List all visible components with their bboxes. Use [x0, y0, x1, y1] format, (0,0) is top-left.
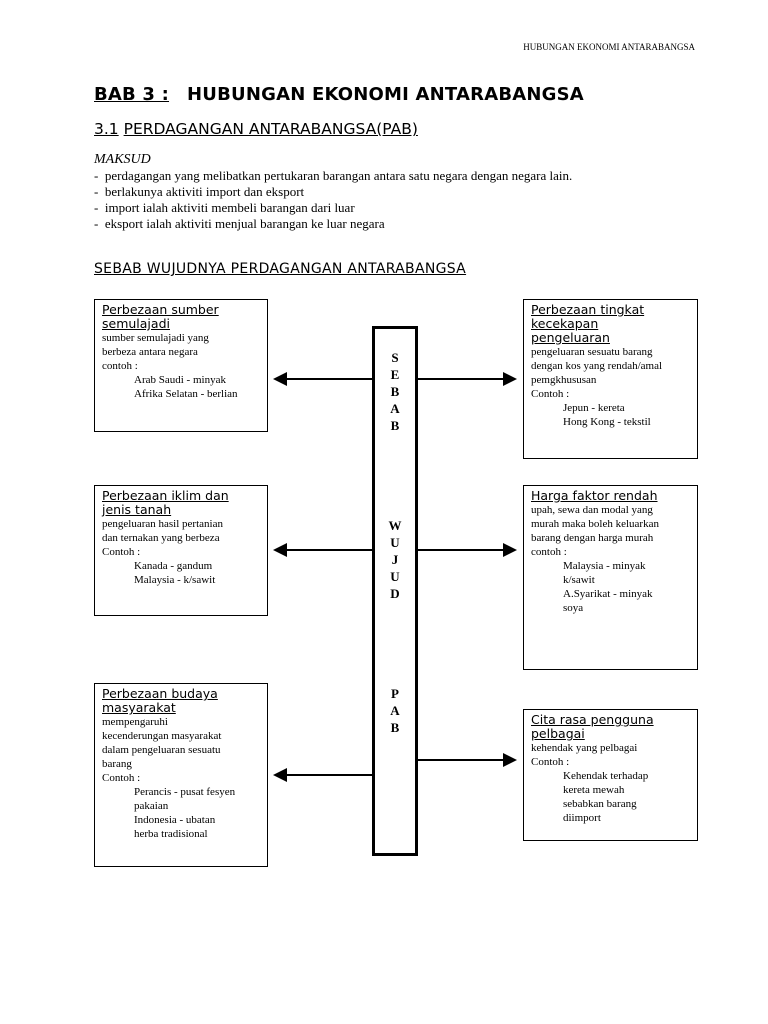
chapter-title	[94, 84, 584, 105]
box-desc: dalam pengeluaran sesuatu	[102, 744, 221, 756]
section-number: 3.1	[94, 120, 119, 138]
box-example: Kanada - gandum	[134, 560, 213, 572]
box-example: Arab Saudi - minyak	[134, 374, 226, 386]
box-desc: murah maka boleh keluarkan	[531, 518, 659, 530]
letter: B	[390, 418, 400, 433]
list-item: - berlakunya aktiviti import dan eksport	[94, 184, 572, 200]
box-desc: pengeluaran sesuatu barang	[531, 346, 653, 358]
box-contoh: Contoh :	[531, 388, 570, 400]
box-title: Perbezaan iklim dan	[102, 488, 229, 503]
running-header: HUBUNGAN EKONOMI ANTARABANGSA	[523, 42, 695, 52]
box-desc: dengan kos yang rendah/amal	[531, 360, 663, 372]
letter: S	[391, 350, 399, 365]
box-example: diimport	[563, 812, 601, 824]
box-title: pengeluaran	[531, 330, 610, 345]
chapter-number: BAB 3 :	[94, 84, 170, 105]
box-tingkat-kecekapan	[523, 299, 698, 459]
box-title: masyarakat	[102, 700, 176, 715]
list-item: - eksport ialah aktiviti menjual barangan ke luar negara	[94, 216, 572, 232]
list-item: - perdagangan yang melibatkan pertukaran barangan antara satu negara dengan negara lain.	[94, 168, 572, 184]
box-example: Kehendak terhadap	[563, 770, 649, 782]
list-item: - import ialah aktiviti membeli barangan dari luar	[94, 200, 572, 216]
box-desc: pengeluaran hasil pertanian	[102, 518, 223, 530]
box-example: Jepun - kereta	[563, 402, 625, 414]
box-perbezaan-budaya	[94, 683, 268, 867]
box-desc: mempengaruhi	[102, 716, 168, 728]
vertical-word-wujud	[375, 517, 415, 602]
letter: E	[390, 367, 400, 382]
letter: W	[388, 518, 402, 533]
letter: U	[390, 569, 400, 584]
letter: J	[391, 552, 399, 567]
section-title	[94, 120, 418, 138]
box-example: k/sawit	[563, 574, 595, 586]
box-desc: upah, sewa dan modal yang	[531, 504, 653, 516]
chapter-title-text: HUBUNGAN EKONOMI ANTARABANGSA	[187, 84, 584, 105]
box-title: Perbezaan sumber	[102, 302, 219, 317]
box-title: jenis tanah	[102, 502, 172, 517]
box-desc: pemgkhususan	[531, 374, 597, 386]
box-example: Indonesia - ubatan	[134, 814, 216, 826]
box-desc: kehendak yang pelbagai	[531, 742, 638, 754]
box-example: Hong Kong - tekstil	[563, 416, 651, 428]
box-example: Perancis - pusat fesyen	[134, 786, 236, 798]
box-example: soya	[563, 602, 584, 614]
box-desc: kecenderungan masyarakat	[102, 730, 222, 742]
box-contoh: contoh :	[531, 546, 567, 558]
sebab-heading: SEBAB WUJUDNYA PERDAGANGAN ANTARABANGSA	[94, 261, 467, 277]
box-desc: berbeza antara negara	[102, 346, 198, 358]
box-title: kecekapan	[531, 316, 599, 331]
box-desc: sumber semulajadi yang	[102, 332, 209, 344]
center-bar	[372, 326, 418, 856]
box-title: semulajadi	[102, 316, 170, 331]
letter: A	[390, 401, 400, 416]
box-title: Perbezaan tingkat	[531, 302, 645, 317]
vertical-word-pab	[375, 685, 415, 736]
box-harga-faktor	[523, 485, 698, 670]
box-example: herba tradisional	[134, 828, 208, 840]
box-example: kereta mewah	[563, 784, 625, 796]
vertical-word-sebab	[375, 349, 415, 434]
letter: B	[390, 720, 400, 735]
box-contoh: contoh :	[102, 360, 138, 372]
box-example: sebabkan barang	[563, 798, 637, 810]
box-example: pakaian	[134, 800, 169, 812]
box-example: Malaysia - k/sawit	[134, 574, 216, 586]
box-perbezaan-iklim	[94, 485, 268, 616]
box-example: Malaysia - minyak	[563, 560, 646, 572]
box-cita-rasa	[523, 709, 698, 841]
section-title-text: PERDAGANGAN ANTARABANGSA(PAB)	[123, 120, 418, 138]
letter: P	[391, 686, 399, 701]
box-title: Harga faktor rendah	[531, 488, 658, 503]
box-contoh: Contoh :	[531, 756, 570, 768]
box-example: A.Syarikat - minyak	[563, 588, 653, 600]
maksud-block	[94, 152, 572, 232]
box-example: Afrika Selatan - berlian	[134, 388, 238, 400]
letter: U	[390, 535, 400, 550]
letter: D	[390, 586, 400, 601]
box-title: pelbagai	[531, 726, 585, 741]
box-desc: barang dengan harga murah	[531, 532, 654, 544]
box-contoh: Contoh :	[102, 546, 141, 558]
box-desc: dan ternakan yang berbeza	[102, 532, 220, 544]
box-contoh: Contoh :	[102, 772, 141, 784]
letter: B	[390, 384, 400, 399]
box-title: Perbezaan budaya	[102, 686, 218, 701]
box-title: Cita rasa pengguna	[531, 712, 654, 727]
maksud-label: MAKSUD	[94, 152, 151, 167]
box-desc: barang	[102, 758, 132, 770]
box-perbezaan-sumber	[94, 299, 268, 432]
letter: A	[390, 703, 400, 718]
maksud-list	[94, 168, 572, 232]
